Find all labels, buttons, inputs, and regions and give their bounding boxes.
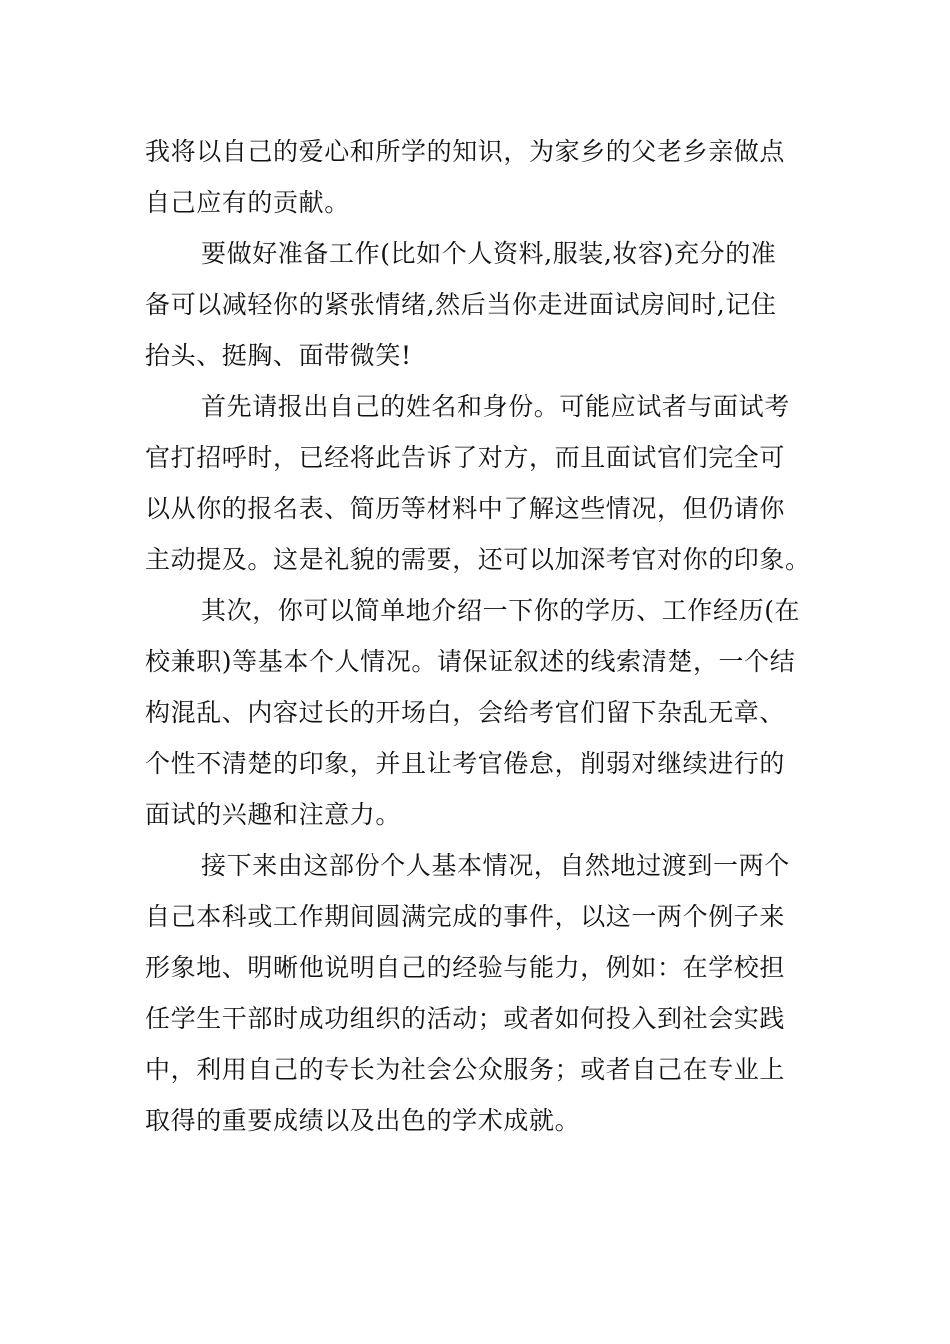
paragraph-line: 任学生干部时成功组织的活动；或者如何投入到社会实践 [145,1004,786,1033]
paragraph-first-line: 要做好准备工作(比如个人资料,服装,妆容)充分的准 [201,239,777,268]
paragraph-2 [145,228,811,381]
paragraph-line: 面试的兴趣和注意力。 [145,800,402,829]
paragraph-line: 中，利用自己的专长为社会公众服务；或者自己在专业上 [145,1055,786,1084]
paragraph-3 [145,381,811,585]
paragraph-first-line: 接下来由这部份个人基本情况，自然地过渡到一两个 [201,851,790,880]
paragraph-line: 以从你的报名表、简历等材料中了解这些情况，但仍请你 [145,494,786,523]
paragraph-4 [145,585,811,840]
paragraph-line: 取得的重要成绩以及出色的学术成就。 [145,1106,581,1135]
paragraph-line: 抬头、挺胸、面带微笑! [145,341,412,370]
paragraph-line: 备可以减轻你的紧张情绪,然后当你走进面试房间时,记住 [145,290,777,319]
document-body [145,126,811,1146]
paragraph-line: 个性不清楚的印象，并且让考官倦怠，削弱对继续进行的 [145,749,786,778]
paragraph-1 [145,126,811,228]
paragraph-line: 自己本科或工作期间圆满完成的事件，以这一两个例子来 [145,902,786,931]
paragraph-line: 自己应有的贡献。 [145,188,350,217]
paragraph-line: 官打招呼时，已经将此告诉了对方，而且面试官们完全可 [145,443,786,472]
paragraph-5 [145,840,811,1146]
paragraph-line: 主动提及。这是礼貌的需要，还可以加深考官对你的印象。 [145,545,811,574]
paragraph-first-line: 其次，你可以简单地介绍一下你的学历、工作经历(在 [201,596,801,625]
paragraph-line: 构混乱、内容过长的开场白，会给考官们留下杂乱无章、 [145,698,786,727]
paragraph-line: 形象地、明晰他说明自己的经验与能力，例如：在学校担 [145,953,786,982]
paragraph-first-line: 首先请报出自己的姓名和身份。可能应试者与面试考 [201,392,790,421]
paragraph-line: 我将以自己的爱心和所学的知识，为家乡的父老乡亲做点 [145,137,786,166]
paragraph-line: 校兼职)等基本个人情况。请保证叙述的线索清楚，一个结 [145,647,796,676]
